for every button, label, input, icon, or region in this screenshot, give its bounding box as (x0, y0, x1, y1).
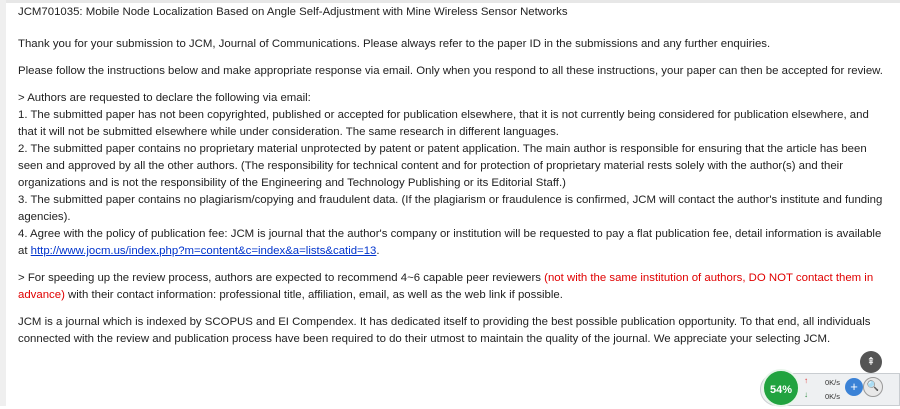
instructions-paragraph: Please follow the instructions below and make appropriate response via email. Only when you respond to all these instructions, your paper can then be accepted for review. (18, 65, 883, 77)
frame-left-border (0, 0, 6, 406)
reviewers-paragraph (18, 270, 890, 304)
item-4-end: . (376, 245, 380, 257)
indexing-paragraph: JCM is a journal which is indexed by SCOPUS and EI Compendex. It has dedicated itself to providing the best possible publication opportunity. To that end, all individuals connected with the review and publication process have been required to do their utmost to maintain the quality of the journal. We appreciate your selecting JCM. (18, 316, 871, 345)
declaration-block (18, 90, 890, 260)
thank-you-paragraph: Thank you for your submission to JCM, Journal of Communications. Please always refer to the paper ID in the submissions and any further enquiries. (18, 38, 771, 50)
upload-speed: 0K/s (825, 378, 841, 387)
declaration-item-2: 2. The submitted paper contains no proprietary material unprotected by patent or patent application. The main author is responsible for ensuring that the article has been seen and approved by all the other authors. (The responsibility for technical content and for protection of proprietary material rests solely with the author(s) and their organizations and is not the responsibility of the Engineering and Technology Publishing or its Editorial Staff.) (18, 143, 867, 189)
message-body (18, 4, 890, 358)
download-arrow-icon: ↓ (804, 390, 808, 399)
memory-usage-gauge[interactable]: 54% (762, 369, 800, 407)
plus-button[interactable]: + (845, 378, 863, 396)
declaration-intro: > Authors are requested to declare the following via email: (18, 92, 311, 104)
frame-top-border (0, 0, 900, 3)
paper-title: JCM701035: Mobile Node Localization Based on Angle Self-Adjustment with Mine Wireless Sensor Networks (18, 6, 568, 18)
download-speed: 0K/s (825, 392, 841, 401)
declaration-item-4: 4. Agree with the policy of publication fee: JCM is journal that the author's company or institution will be requested to pay a flat publication fee, detail information is available at (18, 228, 882, 257)
declaration-item-3: 3. The submitted paper contains no plagiarism/copying and fraudulent data. (If the plagiarism or fraudulence is confirmed, JCM will contact the author's institute and funding agencies). (18, 194, 883, 223)
reviewers-warning: (not with the same institution of authors, DO NOT contact them in advance) (18, 272, 874, 301)
declaration-item-1: 1. The submitted paper has not been copyrighted, published or accepted for publication elsewhere, that it is not currently being considered for publication elsewhere, and that it will not be submitted elsewhere while under consideration. The same research in different languages. (18, 109, 869, 138)
reviewers-text: > For speeding up the review process, authors are expected to recommend 4~6 capable peer reviewers (18, 272, 545, 284)
reviewers-end: with their contact information: professional title, affiliation, email, as well as the web link if possible. (64, 289, 563, 301)
publication-fee-link[interactable]: http://www.jocm.us/index.php?m=content&c=index&a=lists&catid=13 (30, 245, 377, 257)
zoom-icon[interactable]: 🔍 (863, 377, 883, 397)
scroll-to-top-button[interactable]: ⇞ (860, 351, 882, 373)
upload-arrow-icon: ↑ (804, 376, 808, 385)
